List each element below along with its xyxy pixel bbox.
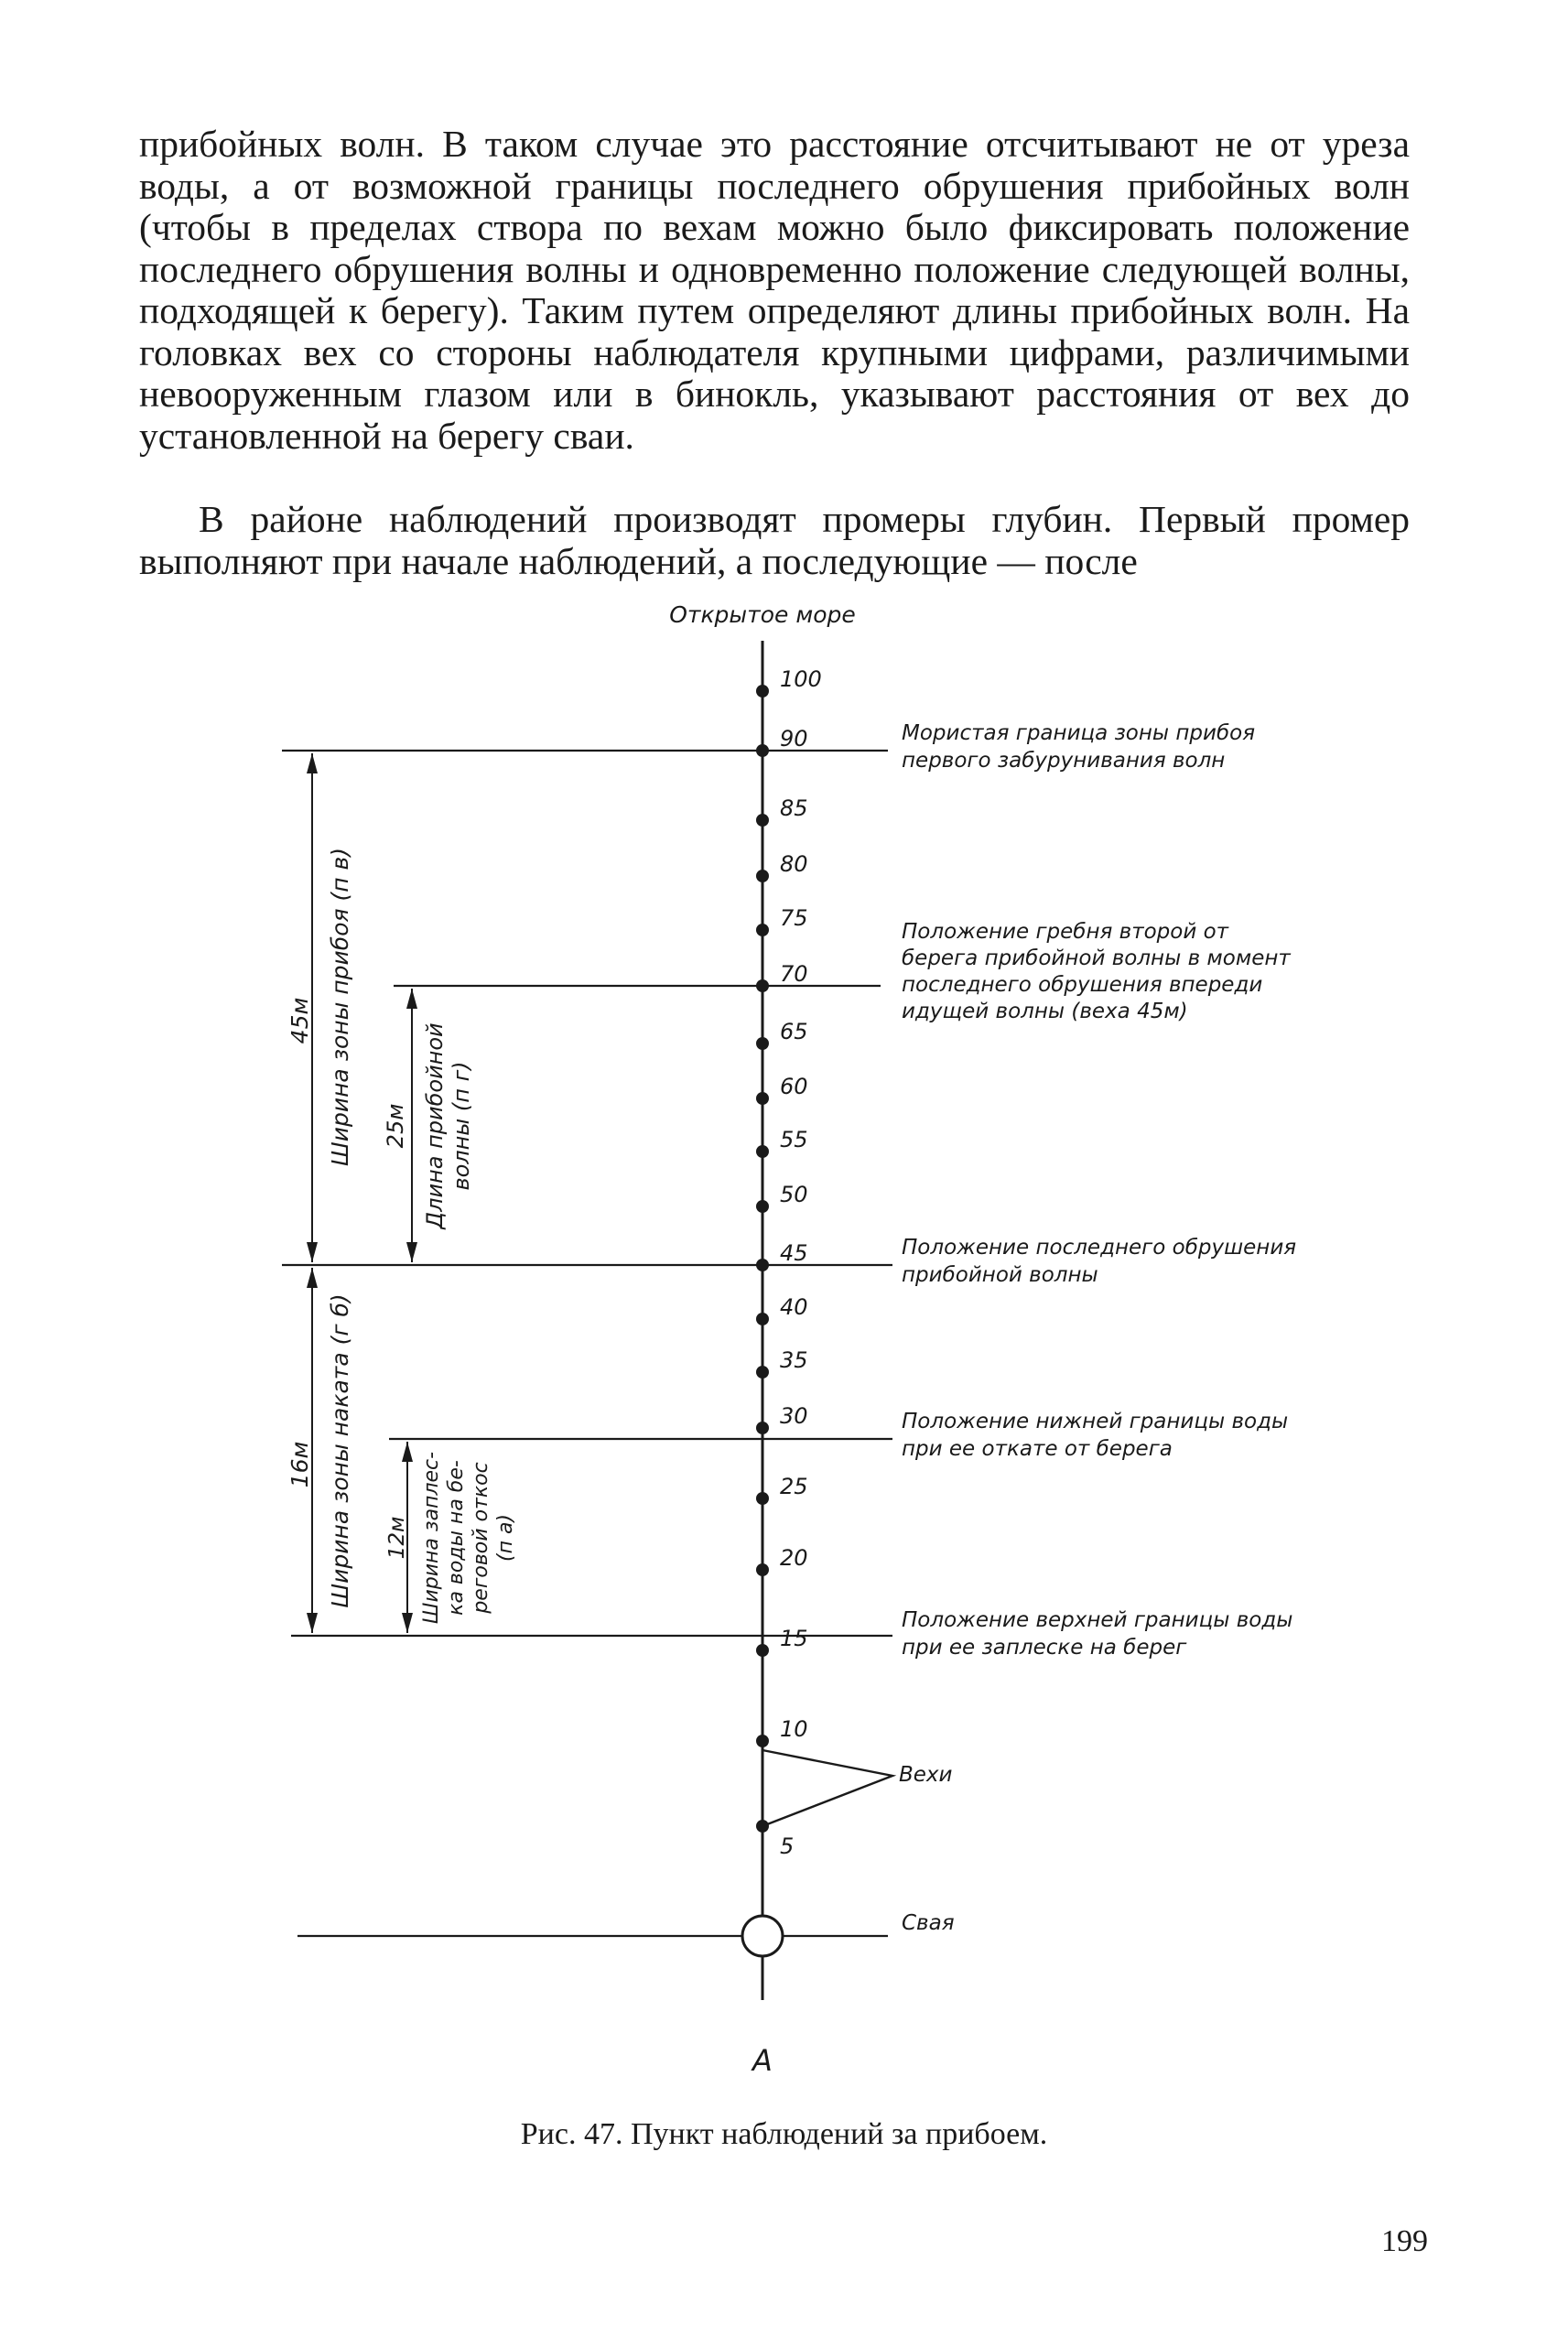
- stake-number: 35: [780, 1347, 808, 1373]
- stake-number: 15: [780, 1626, 808, 1651]
- dim-12m-label-4: (п а): [494, 1513, 517, 1563]
- stake-dot: [756, 744, 769, 757]
- stake-number: 70: [780, 961, 808, 987]
- stake-number: 40: [780, 1294, 808, 1320]
- second-crest-text-3: последнего обрушения впереди: [902, 973, 1263, 997]
- stake-number: 30: [780, 1403, 808, 1429]
- stake-dot: [756, 870, 769, 882]
- last-break-text-1: Положение последнего обрушения: [902, 1236, 1297, 1260]
- page-number: 199: [1381, 2224, 1428, 2258]
- stake-number: 90: [780, 726, 808, 752]
- seaward-boundary-text-1: Мористая граница зоны прибоя: [902, 721, 1256, 745]
- second-crest-text-1: Положение гребня второй от: [902, 920, 1229, 944]
- stake-dot: [756, 1259, 769, 1271]
- stake-dot: [756, 1037, 769, 1050]
- stake-dot: [756, 979, 769, 992]
- stake-number: 85: [780, 795, 808, 821]
- stake-dot: [756, 1313, 769, 1325]
- poles-label: Вехи: [899, 1763, 953, 1787]
- stake-number: 75: [780, 905, 808, 931]
- upper-water-text-1: Положение верхней границы воды: [902, 1608, 1293, 1632]
- dim-12m-value: 12м: [385, 1516, 409, 1560]
- lower-water-text-1: Положение нижней границы воды: [902, 1410, 1289, 1433]
- dim-12m-label-1: Ширина заплес-: [420, 1451, 443, 1625]
- pile-circle: [742, 1916, 783, 1956]
- dim-25m-value: 25м: [383, 1103, 408, 1149]
- stake-dot: [756, 1492, 769, 1505]
- stake-number: 65: [780, 1019, 808, 1044]
- second-crest-text-4: идущей волны (веха 45м): [902, 1000, 1188, 1023]
- figure-top-label: Открытое море: [669, 601, 856, 628]
- stake-number: 5: [780, 1833, 795, 1859]
- seaward-boundary-text-2: первого забурунивания волн: [902, 749, 1226, 773]
- last-break-text-2: прибойной волны: [902, 1263, 1098, 1287]
- figure-caption: Рис. 47. Пункт наблюдений за прибоем.: [520, 2117, 1048, 2151]
- dim-16m-value: 16м: [287, 1441, 313, 1488]
- stake-number: 45: [780, 1240, 808, 1266]
- paragraph-2: В районе наблюдений производят промеры глубин. Первый промер выполняют при начале наблюдений, а последующие — после: [139, 498, 1410, 582]
- stake-dot: [756, 1145, 769, 1158]
- dim-12m-label-2: ка воды на бе-: [445, 1460, 468, 1616]
- dim-12m-label-3: реговой откос: [470, 1462, 492, 1614]
- stake-number: 60: [780, 1074, 808, 1099]
- stake-dot: [756, 1422, 769, 1434]
- second-crest-text-2: берега прибойной волны в момент: [902, 946, 1291, 970]
- lower-water-text-2: при ее откате от берега: [902, 1437, 1173, 1461]
- stake-dot: [756, 814, 769, 827]
- dim-45m-label: Ширина зоны прибоя (п в): [327, 847, 353, 1167]
- dim-45m-value: 45м: [287, 997, 313, 1044]
- stake-number: 80: [780, 851, 808, 877]
- stake-dot: [756, 1366, 769, 1379]
- bottom-marker: А: [752, 2043, 773, 2078]
- stake-number: 25: [780, 1474, 808, 1499]
- stake-dot: [756, 1644, 769, 1657]
- stake-markers: [756, 666, 822, 1859]
- stake-number: 50: [780, 1182, 808, 1207]
- stake-number: 10: [780, 1716, 808, 1742]
- stake-number: 100: [780, 666, 822, 692]
- stake-dot: [756, 924, 769, 936]
- pile-label: Свая: [902, 1911, 955, 1935]
- upper-water-text-2: при ее заплеске на берег: [902, 1636, 1187, 1660]
- stake-dot: [756, 1092, 769, 1105]
- dim-25m-label-2: волны (п г): [449, 1061, 474, 1191]
- stake-dot: [756, 1735, 769, 1747]
- stake-dot: [756, 1200, 769, 1213]
- stake-number: 55: [780, 1127, 808, 1152]
- stake-dot: [756, 685, 769, 698]
- dim-25m-label-1: Длина прибойной: [422, 1022, 448, 1229]
- poles-pointer: [762, 1750, 892, 1826]
- dim-16m-label: Ширина зоны наката (г б): [327, 1293, 353, 1608]
- stake-dot: [756, 1563, 769, 1576]
- paragraph-1: прибойных волн. В таком случае это расстояние отсчитывают не от уреза воды, а от возможной границы последнего обрушения прибойных волн (чтобы в пределах створа по вехам можно было фиксировать положение последнего обрушения волны и одновременно положение следующей волны, подходящей к берегу). Таким путем определяют длины прибойных волн. На головках вех со стороны наблюдателя крупными цифрами, различимыми невооруженным глазом или в бинокль, указывают расстояния от вех до установленной на берегу сваи.: [139, 123, 1410, 457]
- stake-number: 20: [780, 1545, 808, 1571]
